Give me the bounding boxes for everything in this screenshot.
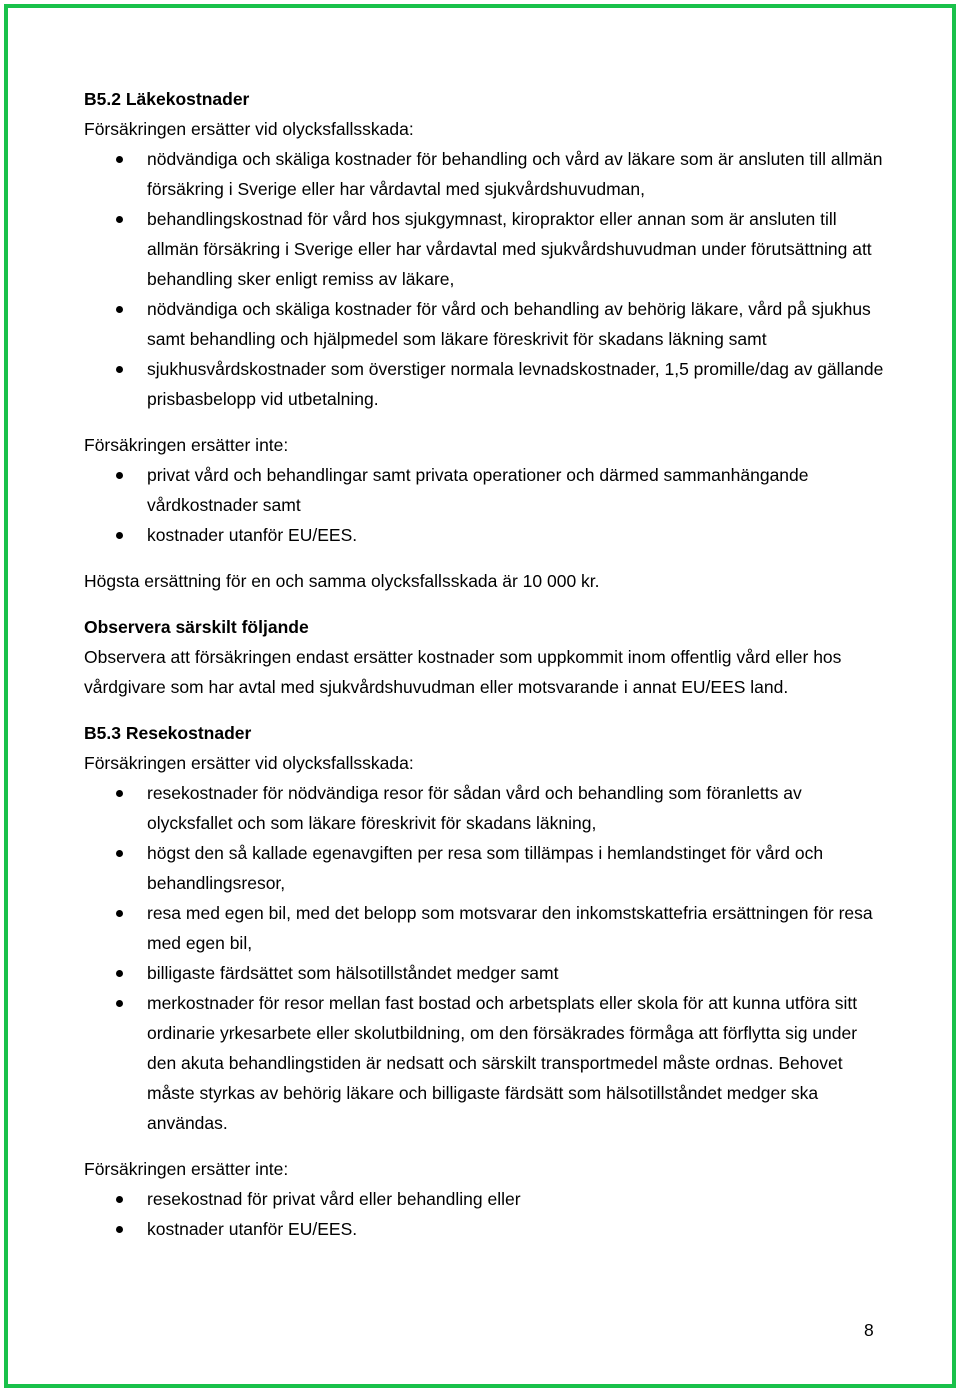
list-item: resa med egen bil, med det belopp som motsvarar den inkomstskattefria ersättningen för resa med egen bil, <box>84 898 884 958</box>
excludes-intro: Försäkringen ersätter inte: <box>84 1159 289 1179</box>
bullet-icon <box>116 850 123 857</box>
bullet-icon <box>116 156 123 163</box>
list-item: nödvändiga och skäliga kostnader för behandling och vård av läkare som är ansluten till allmän försäkring i Sverige eller har vårdavtal med sjukvårdshuvudman, <box>84 144 884 204</box>
list-item: kostnader utanför EU/EES. <box>84 1214 884 1244</box>
bullet-icon <box>116 910 123 917</box>
section-code: B5.3 <box>84 723 121 743</box>
bullet-icon <box>116 366 123 373</box>
covers-intro: Försäkringen ersätter vid olycksfallsskada: <box>84 119 414 139</box>
bullet-icon <box>116 472 123 479</box>
section-title: Läkekostnader <box>125 89 250 109</box>
excludes-intro: Försäkringen ersätter inte: <box>84 435 289 455</box>
list-item: merkostnader för resor mellan fast bostad och arbetsplats eller skola för att kunna utföra sitt ordinarie yrkesarbete eller skolutbildning, om den försäkrades förmåga att förflytta sig under den akuta behandlingstiden är nedsatt och särskilt transportmedel måste ordnas. Behovet måste styrkas av behörig läkare och billigaste färdsätt som hälsotillståndet medger ska användas. <box>84 988 884 1138</box>
section-heading-b53 <box>84 718 884 748</box>
bullet-icon <box>116 306 123 313</box>
list-item: nödvändiga och skäliga kostnader för vård och behandling av behörig läkare, vård på sjukhus samt behandling och hjälpmedel som läkare föreskrivit för skadans läkning samt <box>84 294 884 354</box>
section-heading-b52 <box>84 84 884 114</box>
bullet-icon <box>116 970 123 977</box>
bullet-list <box>84 144 884 414</box>
bullet-icon <box>116 1196 123 1203</box>
list-item: sjukhusvårdskostnader som överstiger normala levnadskostnader, 1,5 promille/dag av gällande prisbasbelopp vid utbetalning. <box>84 354 884 414</box>
observe-text: Observera att försäkringen endast ersätter kostnader som uppkommit inom offentlig vård eller hos vårdgivare som har avtal med sjukvårdshuvudman eller motsvarande i annat EU/EES land. <box>84 647 842 697</box>
bullet-list <box>84 1184 884 1244</box>
bullet-list <box>84 778 884 1138</box>
observe-heading: Observera särskilt följande <box>84 617 309 637</box>
page-number: 8 <box>864 1320 874 1340</box>
list-item: billigaste färdsättet som hälsotillståndet medger samt <box>84 958 884 988</box>
list-item: privat vård och behandlingar samt privata operationer och därmed sammanhängande vårdkostnader samt <box>84 460 884 520</box>
bullet-icon <box>116 216 123 223</box>
document-body <box>84 84 884 1244</box>
bullet-icon <box>116 1226 123 1233</box>
list-item: resekostnad för privat vård eller behandling eller <box>84 1184 884 1214</box>
section-title: Resekostnader <box>125 723 252 743</box>
max-compensation: Högsta ersättning för en och samma olycksfallsskada är 10 000 kr. <box>84 571 600 591</box>
bullet-icon <box>116 532 123 539</box>
covers-intro: Försäkringen ersätter vid olycksfallsskada: <box>84 753 414 773</box>
section-code: B5.2 <box>84 89 121 109</box>
bullet-icon <box>116 1000 123 1007</box>
list-item: behandlingskostnad för vård hos sjukgymnast, kiropraktor eller annan som är ansluten till allmän försäkring i Sverige eller har vårdavtal med sjukvårdshuvudman under förutsättning att behandling sker enligt remiss av läkare, <box>84 204 884 294</box>
bullet-icon <box>116 790 123 797</box>
bullet-list <box>84 460 884 550</box>
list-item: resekostnader för nödvändiga resor för sådan vård och behandling som föranletts av olycksfallet och som läkare föreskrivit för skadans läkning, <box>84 778 884 838</box>
list-item: kostnader utanför EU/EES. <box>84 520 884 550</box>
list-item: högst den så kallade egenavgiften per resa som tillämpas i hemlandstinget för vård och behandlingsresor, <box>84 838 884 898</box>
